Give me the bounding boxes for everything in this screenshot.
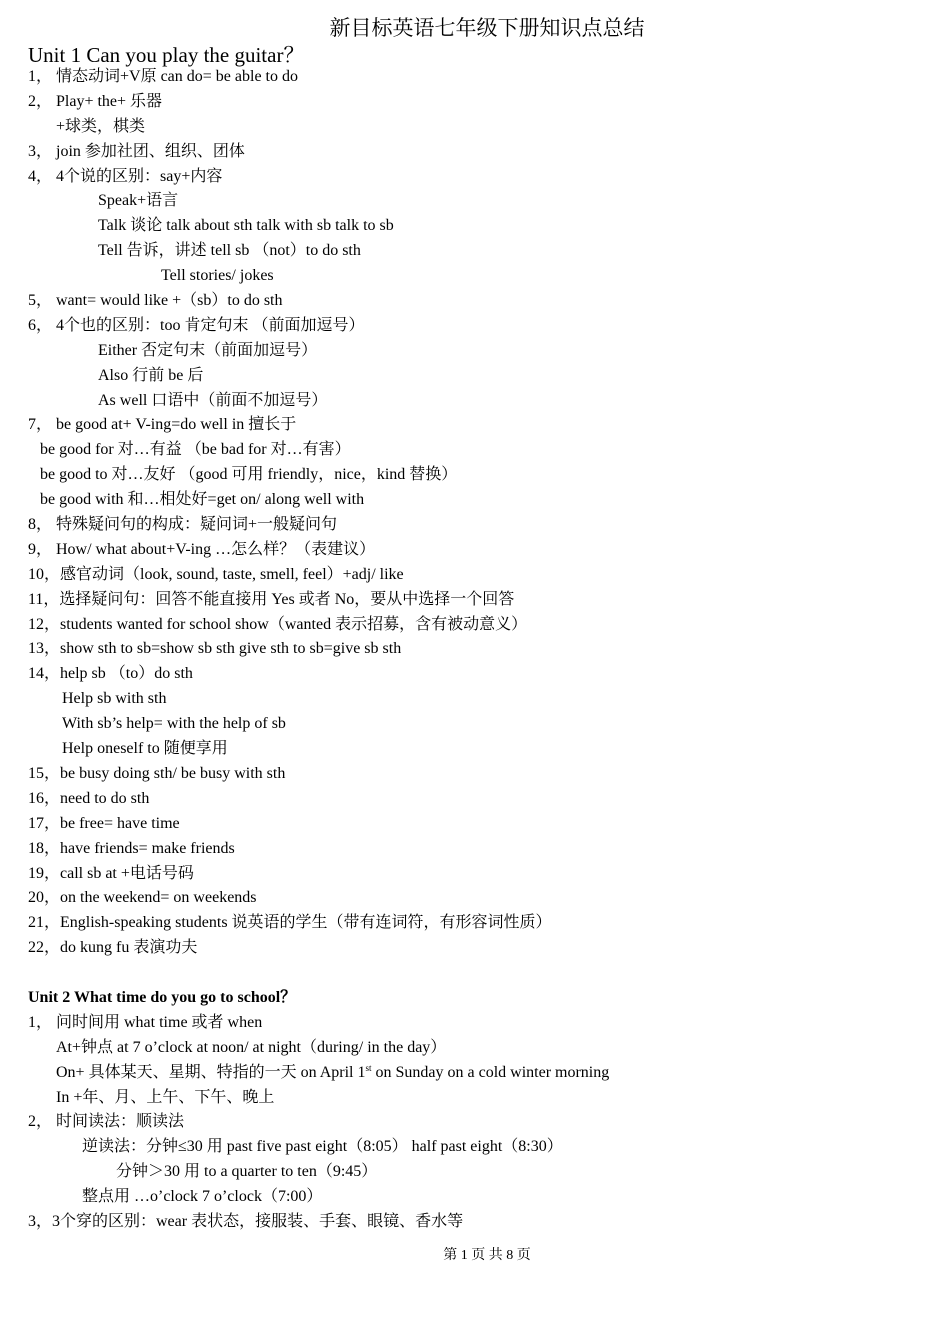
unit1-line: 17，be free= have time [28, 814, 180, 832]
unit1-line: 5， want= would like +（sb）to do sth [28, 292, 283, 310]
unit2-line: 2， 时间读法：顺读法 [28, 1113, 185, 1131]
unit1-line: 11，选择疑问句：回答不能直接用 Yes 或者 No，要从中选择一个回答 [28, 590, 515, 608]
unit1-line: 15，be busy doing sth/ be busy with sth [28, 764, 286, 782]
unit1-line: be good with 和…相处好=get on/ along well with [40, 491, 365, 509]
unit1-line: 8， 特殊疑问句的构成：疑问词+一般疑问句 [28, 516, 338, 534]
unit1-line: Either 否定句末（前面加逗号） [98, 341, 318, 359]
unit1-line: With sb’s help= with the help of sb [62, 715, 286, 733]
unit1-line: 20，on the weekend= on weekends [28, 889, 257, 907]
unit1-line: be good for 对…有益 （be bad for 对…有害） [40, 441, 351, 459]
unit1-line: 3， join 参加社团、组织、团体 [28, 142, 245, 160]
unit1-line: Speak+语言 [98, 192, 179, 210]
unit1-line: 16，need to do sth [28, 789, 150, 807]
unit1-line: 4， 4个说的区别：say+内容 [28, 167, 223, 185]
unit1-line: 21，English-speaking students 说英语的学生（带有连词符，有形容词性质） [28, 914, 552, 932]
unit1-line: 2， Play+ the+ 乐器 [28, 92, 163, 110]
unit1-line: be good to 对…友好 （good 可用 friendly，nice，kind 替换） [40, 466, 458, 484]
unit2-line: 整点用 …o’clock 7 o’clock（7:00） [82, 1188, 323, 1206]
unit1-line: 12，students wanted for school show（wanted 表示招募，含有被动意义） [28, 615, 528, 633]
unit2-line: 1， 问时间用 what time 或者 when [28, 1013, 263, 1031]
unit2-line: At+钟点 at 7 o’clock at noon/ at night（during/ in the day） [56, 1038, 447, 1056]
unit1-line: Also 行前 be 后 [98, 366, 204, 384]
unit1-line: 13，show sth to sb=show sb sth give sth to sb=give sb sth [28, 640, 402, 658]
page-title: 新目标英语七年级下册知识点总结 [329, 16, 645, 40]
page-footer: 第 1 页 共 8 页 [443, 1248, 531, 1263]
unit2-line: 分钟＞30 用 to a quarter to ten（9:45） [116, 1163, 378, 1181]
unit1-line: 19，call sb at +电话号码 [28, 864, 194, 882]
unit2-line: 逆读法：分钟≤30 用 past five past eight（8:05） half past eight（8:30） [82, 1138, 563, 1156]
unit1-line: 7， be good at+ V-ing=do well in 擅长于 [28, 416, 297, 434]
unit1-line: 18，have friends= make friends [28, 839, 235, 857]
unit1-heading: Unit 1 Can you play the guitar？ [28, 43, 305, 67]
unit1-line: Tell stories/ jokes [161, 267, 274, 285]
unit1-line: As well 口语中（前面不加逗号） [98, 391, 328, 409]
unit2-heading: Unit 2 What time do you go to school？ [28, 988, 297, 1006]
unit1-line: Help oneself to 随便享用 [62, 740, 228, 758]
unit2-on-text: On+ 具体某天、星期、特指的一天 on April 1 [56, 1063, 366, 1081]
unit1-line: Help sb with sth [62, 690, 167, 708]
unit1-line: 1， 情态动词+V原 can do= be able to do [28, 68, 299, 85]
unit2-on-line [0, 1061, 950, 1086]
unit1-line: 9， How/ what about+V-ing …怎么样？（表建议） [28, 540, 376, 558]
unit2-on-text-rest: on Sunday on a cold winter morning [371, 1063, 610, 1081]
blank-line [0, 961, 950, 986]
unit2-line: 3，3个穿的区别：wear 表状态，接服装、手套、眼镜、香水等 [28, 1212, 464, 1230]
unit1-line: +球类，棋类 [56, 117, 146, 135]
unit1-line: Tell 告诉，讲述 tell sb （not）to do sth [98, 242, 361, 260]
unit1-line: 10，感官动词（look, sound, taste, smell, feel）+adj/ like [28, 565, 404, 583]
unit1-line: Talk 谈论 talk about sth talk with sb talk to sb [98, 217, 394, 235]
ordinal-suffix: st [365, 1062, 372, 1073]
unit1-line: 14，help sb （to）do sth [28, 665, 193, 683]
unit2-in-line: In +年、月、上午、下午、晚上 [56, 1088, 275, 1106]
content-lines [0, 65, 950, 1235]
unit1-line: 6， 4个也的区别：too 肯定句末 （前面加逗号） [28, 316, 365, 334]
unit1-line: 22，do kung fu 表演功夫 [28, 939, 198, 957]
